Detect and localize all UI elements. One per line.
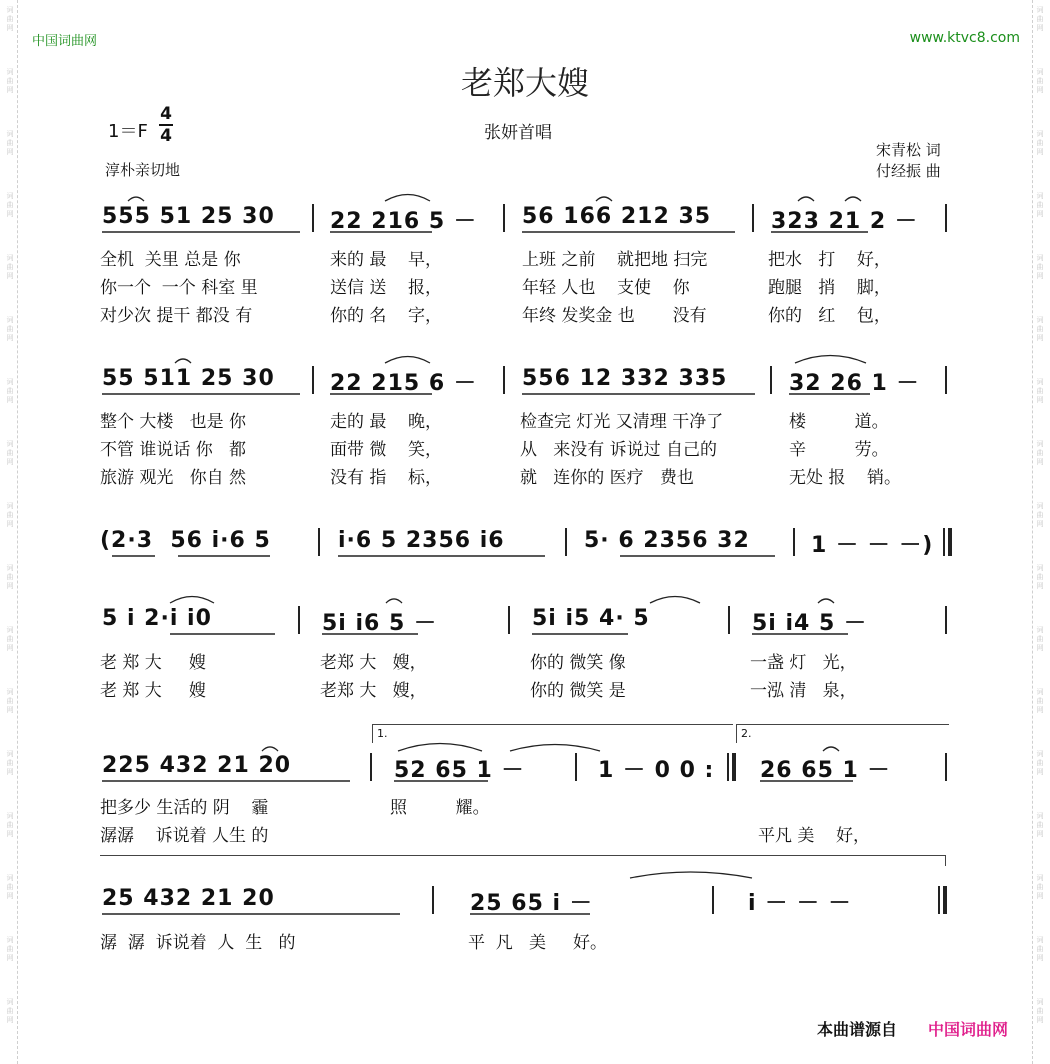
measure-notes: 5 i 2·i i0: [102, 606, 212, 631]
margin-watermark: 词 曲 网: [6, 936, 14, 962]
margin-watermark: 词 曲 网: [1036, 564, 1044, 590]
slur: [845, 197, 861, 201]
footer-source-label: 本曲谱源自: [817, 1020, 898, 1039]
margin-watermark: 词 曲 网: [6, 502, 14, 528]
measure-notes: 32 26 1 －: [789, 371, 920, 396]
measure-notes: 25 432 21 20: [102, 886, 275, 911]
slur: [170, 597, 214, 604]
slur: [795, 356, 866, 364]
lyric-segment: 就 连你的 医疗 费也: [520, 468, 694, 488]
margin-watermark: 词 曲 网: [1036, 6, 1044, 32]
margin-watermark: 词 曲 网: [1036, 812, 1044, 838]
slur: [798, 197, 814, 201]
measure-notes: 52 65 1 －: [394, 758, 525, 783]
margin-watermark: 词 曲 网: [1036, 440, 1044, 466]
margin-watermark: 词 曲 网: [1036, 874, 1044, 900]
slur: [818, 599, 834, 603]
lyric-segment: 没有 指 标，: [330, 468, 443, 488]
margin-watermark: 词 曲 网: [1036, 936, 1044, 962]
measure-notes: 56 166 212 35: [522, 204, 712, 229]
lyricist-credit: 宋青松 词: [876, 141, 941, 159]
lyric-segment: 你的 名 字，: [330, 306, 443, 326]
lyric-segment: 一盏 灯 光，: [750, 653, 857, 673]
measure-notes: 5i i5 4· 5: [532, 606, 650, 631]
slur: [386, 599, 402, 603]
measure-notes: 556 12 332 335: [522, 366, 728, 391]
lyric-segment: 年轻 人也 支使 你: [522, 278, 690, 298]
lyric-segment: 把水 打 好，: [768, 250, 891, 270]
margin-watermark: 词 曲 网: [1036, 130, 1044, 156]
site-url-right[interactable]: www.ktvc8.com: [909, 30, 1020, 46]
measure-notes: 22 215 6 －: [330, 371, 477, 396]
first-ending-label: 1.: [377, 727, 388, 740]
slur: [398, 744, 482, 752]
lyric-segment: 来的 最 早，: [330, 250, 443, 270]
measure-notes: 22 216 5 －: [330, 209, 477, 234]
measure-notes: 1 － － －): [811, 533, 934, 558]
margin-watermark: 词 曲 网: [6, 750, 14, 776]
margin-watermark: 词 曲 网: [1036, 998, 1044, 1024]
site-name-left[interactable]: 中国词曲网: [32, 34, 98, 49]
lyric-segment: 老 郑 大 嫂: [100, 681, 206, 701]
margin-watermark: 词 曲 网: [6, 254, 14, 280]
lyric-segment: 你的 红 包，: [768, 306, 891, 326]
margin-watermark: 词 曲 网: [6, 998, 14, 1024]
lyric-segment: 潺潺 诉说着 人生 的: [100, 826, 269, 846]
margin-watermark: 词 曲 网: [6, 130, 14, 156]
margin-watermark: 词 曲 网: [6, 812, 14, 838]
margin-watermark: 词 曲 网: [1036, 192, 1044, 218]
measure-notes: (2·3 56 i·6 5: [100, 528, 271, 553]
lyric-segment: 走的 最 晚，: [330, 412, 443, 432]
margin-watermark: 词 曲 网: [1036, 688, 1044, 714]
margin-watermark: 词 曲 网: [6, 626, 14, 652]
song-title: 老郑大嫂: [460, 64, 589, 102]
slur: [596, 197, 612, 201]
margin-watermark: 词 曲 网: [1036, 502, 1044, 528]
measure-notes: i － － －: [748, 891, 852, 916]
lyric-segment: 年终 发奖金 也 没有: [522, 306, 707, 326]
lyric-segment: 你的 微笑 像: [530, 653, 626, 673]
lyric-segment: 无处 报 销。: [789, 468, 902, 488]
lyric-segment: 全机 关里 总是 你: [100, 250, 241, 270]
measure-notes: 5i i6 5 －: [322, 611, 437, 636]
lyric-segment: 跑腿 捎 脚，: [768, 278, 891, 298]
margin-watermark: 词 曲 网: [6, 192, 14, 218]
lyric-segment: 把多少 生活的 阴 霾: [100, 798, 269, 818]
lyric-segment: 老郑 大 嫂，: [320, 681, 427, 701]
second-ending-label: 2.: [741, 727, 752, 740]
measure-notes: 323 21 2 －: [771, 209, 918, 234]
lyric-segment: 面带 微 笑，: [330, 440, 443, 460]
lyric-segment: 平凡 美 好，: [758, 826, 871, 846]
lyric-segment: 旅游 观光 你自 然: [100, 468, 247, 488]
margin-watermark: 词 曲 网: [6, 564, 14, 590]
slur: [510, 745, 600, 752]
tie: [630, 872, 752, 878]
lyric-segment: 你的 微笑 是: [530, 681, 626, 701]
lyric-segment: 不管 谁说话 你 都: [100, 440, 247, 460]
margin-watermark: 词 曲 网: [1036, 626, 1044, 652]
margin-watermark: 词 曲 网: [1036, 378, 1044, 404]
lyric-segment: 潺 潺 诉说着 人 生 的: [100, 933, 296, 953]
slur: [823, 747, 839, 751]
slur: [262, 747, 278, 751]
beam-underlines: [102, 232, 870, 914]
time-signature-bottom: 4: [160, 126, 172, 146]
footer-site-link[interactable]: 中国词曲网: [928, 1020, 1009, 1039]
measure-notes: 5i i4 5 －: [752, 611, 867, 636]
margin-watermark: 词 曲 网: [6, 874, 14, 900]
lyric-segment: 对少次 提干 都没 有: [100, 306, 253, 326]
margin-watermark: 词 曲 网: [1036, 316, 1044, 342]
measure-notes: 555 51 25 30: [102, 204, 275, 229]
margin-watermark: 词 曲 网: [1036, 254, 1044, 280]
lyric-segment: 上班 之前 就把地 扫完: [522, 250, 708, 270]
singer-credit: 张妍首唱: [484, 123, 552, 143]
margin-watermark: 词 曲 网: [6, 68, 14, 94]
slur: [175, 359, 191, 363]
slur-marks: [128, 195, 866, 879]
lyric-segment: 照 耀。: [390, 798, 490, 818]
slur: [385, 195, 430, 202]
measure-notes: 225 432 21 20: [102, 753, 292, 778]
tempo-marking: 淳朴亲切地: [105, 161, 181, 179]
lyric-segment: 老 郑 大 嫂: [100, 653, 206, 673]
lyric-segment: 送信 送 报，: [330, 278, 443, 298]
composer-credit: 付经振 曲: [876, 162, 941, 180]
measure-notes: 5· 6 2356 32: [584, 528, 750, 553]
slur: [650, 597, 700, 604]
margin-watermark: 词 曲 网: [1036, 68, 1044, 94]
lyric-segment: 一泓 清 泉，: [750, 681, 857, 701]
lyric-segment: 楼 道。: [789, 412, 889, 432]
lyric-segment: 检查完 灯光 又清理 干净了: [520, 412, 724, 432]
margin-watermark: 词 曲 网: [6, 378, 14, 404]
measure-notes: i·6 5 2356 i6: [338, 528, 505, 553]
time-signature-top: 4: [160, 104, 172, 124]
lyric-segment: 平 凡 美 好。: [468, 933, 608, 953]
measure-notes: 25 65 i －: [470, 891, 593, 916]
slur: [128, 197, 144, 201]
lyric-segment: 从 来没有 诉说过 自己的: [520, 440, 718, 460]
measure-notes: 55 511 25 30: [102, 366, 275, 391]
lyric-segment: 整个 大楼 也是 你: [100, 412, 247, 432]
margin-watermark: 词 曲 网: [6, 688, 14, 714]
lyric-segment: 辛 劳。: [789, 440, 889, 460]
margin-watermark: 词 曲 网: [6, 440, 14, 466]
slur: [385, 357, 430, 364]
measure-notes: 26 65 1 －: [760, 758, 891, 783]
margin-watermark: 词 曲 网: [6, 6, 14, 32]
key-signature: 1＝F: [108, 121, 148, 142]
measure-notes: 1 － 0 0 :: [598, 758, 715, 783]
lyric-segment: 老郑 大 嫂，: [320, 653, 427, 673]
lyric-segment: 你一个 一个 科室 里: [100, 278, 258, 298]
margin-watermark: 词 曲 网: [1036, 750, 1044, 776]
margin-watermark: 词 曲 网: [6, 316, 14, 342]
